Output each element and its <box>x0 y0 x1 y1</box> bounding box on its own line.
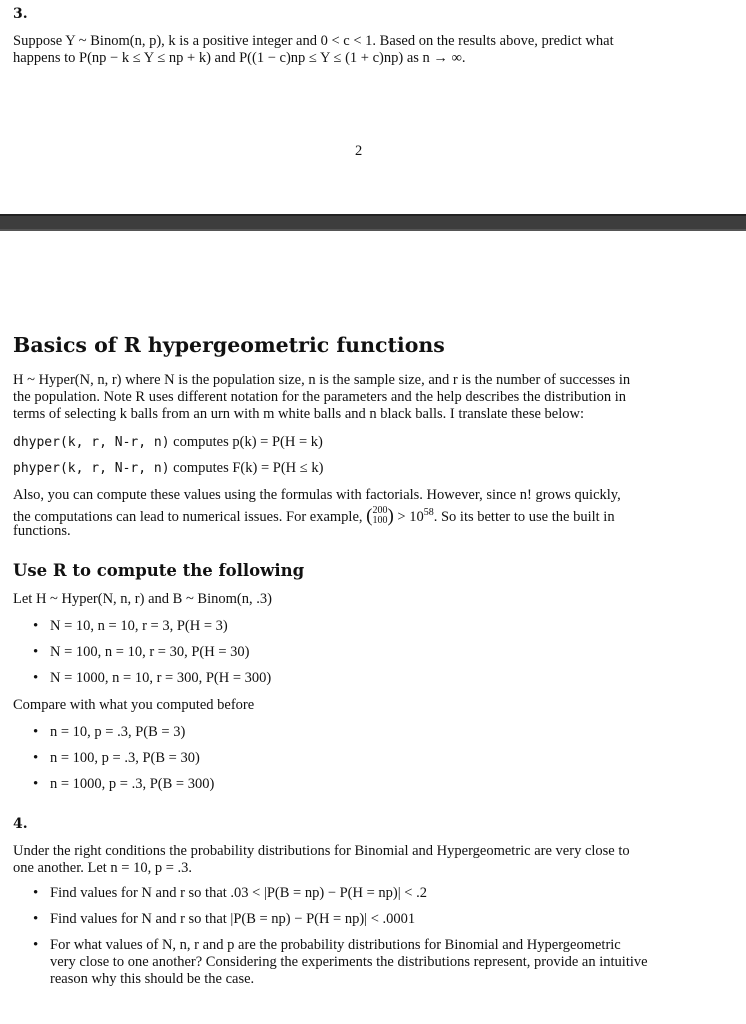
also-line-2-gt: > 10 <box>397 508 424 525</box>
list-item: • Find values for N and r so that .03 < |P(B = np) − P(H = np)| < .2 <box>13 885 723 911</box>
code-line-dhyper <box>13 434 323 451</box>
basics-line-2: the population. Note R uses different notation for the parameters and the help describes the distribution in <box>13 389 627 405</box>
also-line-3: functions. <box>13 523 71 539</box>
binomial-coefficient: ( 200 100 ) <box>366 504 394 526</box>
page-separator <box>0 214 746 231</box>
also-line-2 <box>13 504 738 526</box>
basics-paragraph <box>13 372 738 423</box>
also-line-2-end: . So its better to use the built in <box>433 508 615 525</box>
binom-top: 200 <box>372 504 388 516</box>
section-4-list <box>13 885 723 988</box>
code-line-phyper <box>13 460 323 477</box>
list-item: • N = 100, n = 10, r = 30, P(H = 30) <box>13 644 713 670</box>
binom-list <box>13 724 713 802</box>
section-3-number: 3. <box>13 6 28 22</box>
exponent: 58 <box>423 507 434 518</box>
item-3-line-3: reason why this should be the case. <box>50 971 255 987</box>
section-3-line-2: happens to P(np − k ≤ Y ≤ np + k) and P((1 − c)np ≤ Y ≤ (1 + c)np) as n → ∞. <box>13 50 466 66</box>
compute-intro: Let H ~ Hyper(N, n, r) and B ~ Binom(n, .3) <box>13 591 272 607</box>
section-4-line-2: one another. Let n = 10, p = .3. <box>13 860 193 876</box>
binom-bottom: 100 <box>372 514 388 526</box>
basics-heading: Basics of R hypergeometric functions <box>13 333 445 357</box>
basics-line-3: terms of selecting k balls from an urn with m white balls and n black balls. I translate these below: <box>13 406 584 422</box>
list-item: • N = 1000, n = 10, r = 300, P(H = 300) <box>13 670 713 696</box>
basics-line-1: H ~ Hyper(N, n, r) where N is the population size, n is the sample size, and r is the number of successes in <box>13 372 631 388</box>
list-item: • n = 100, p = .3, P(B = 30) <box>13 750 713 776</box>
dhyper-desc: computes p(k) = P(H = k) <box>173 434 323 450</box>
section-4-number: 4. <box>13 816 28 832</box>
compare-text: Compare with what you computed before <box>13 697 255 713</box>
hyper-list <box>13 618 713 696</box>
phyper-code: phyper(k, r, N-r, n) <box>13 461 170 476</box>
dhyper-code: dhyper(k, r, N-r, n) <box>13 435 170 450</box>
phyper-desc: computes F(k) = P(H ≤ k) <box>173 460 324 476</box>
list-item <box>13 937 723 988</box>
item-3-line-1: • For what values of N, n, r and p are the probability distributions for Binomial and Hypergeometric <box>50 937 621 953</box>
compute-heading: Use R to compute the following <box>13 561 305 580</box>
list-item: • n = 1000, p = .3, P(B = 300) <box>13 776 713 802</box>
page-number: 2 <box>355 143 363 159</box>
also-line-1: Also, you can compute these values using the formulas with factorials. However, since n! grows quickly, <box>13 487 621 503</box>
also-paragraph <box>13 487 738 540</box>
section-4-intro <box>13 843 738 877</box>
also-line-2-start: the computations can lead to numerical issues. For example, <box>13 508 363 525</box>
list-item: • Find values for N and r so that |P(B = np) − P(H = np)| < .0001 <box>13 911 723 937</box>
section-3-line-1: Suppose Y ~ Binom(n, p), k is a positive integer and 0 < c < 1. Based on the results above, predict what <box>13 33 614 49</box>
list-item: • n = 10, p = .3, P(B = 3) <box>13 724 713 750</box>
section-3-question <box>13 33 738 67</box>
list-item: • N = 10, n = 10, r = 3, P(H = 3) <box>13 618 713 644</box>
item-3-line-2: very close to one another? Considering the experiments the distributions represent, provide an intuitive <box>50 954 648 970</box>
section-4-line-1: Under the right conditions the probability distributions for Binomial and Hypergeometric are very close to <box>13 843 630 859</box>
